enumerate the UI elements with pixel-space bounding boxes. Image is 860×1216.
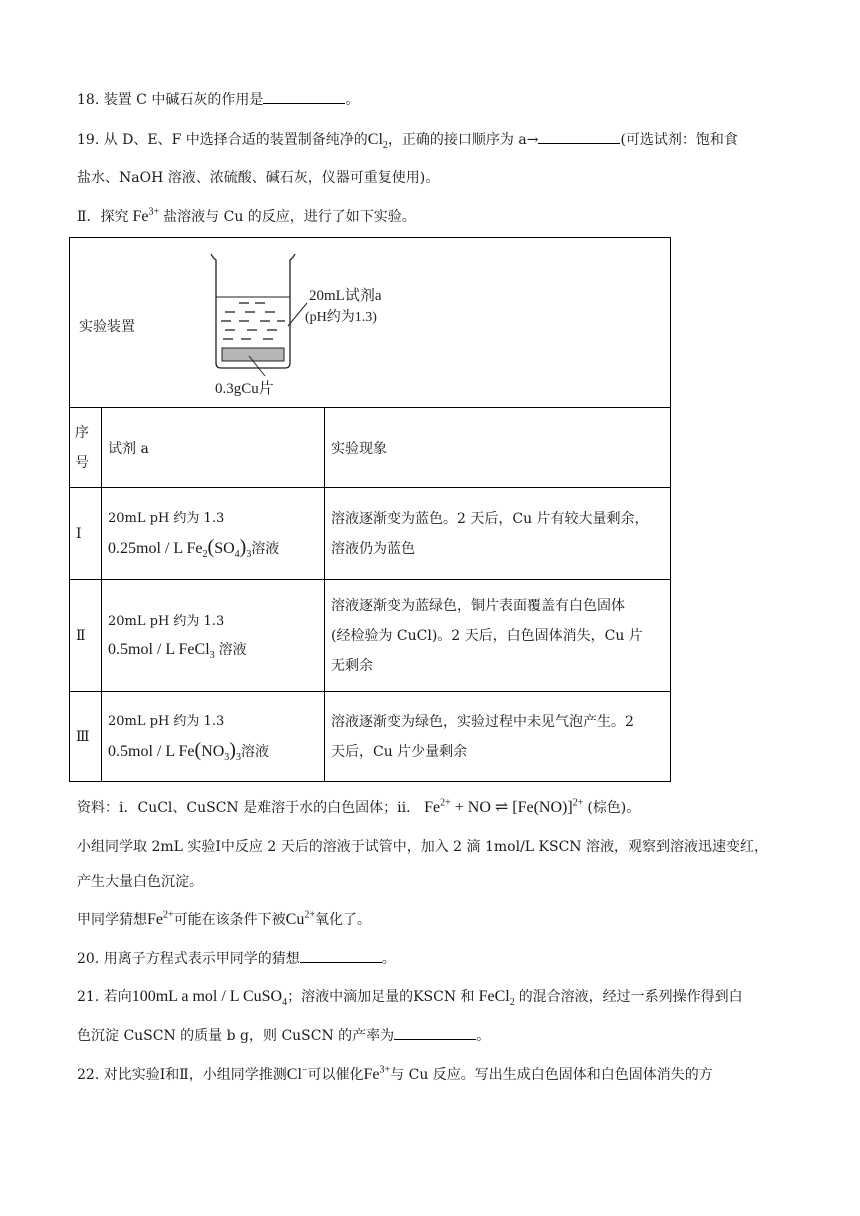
- q21-line2: 色沉淀 CuSCN 的质量 b g，则 CuSCN 的产率为 。: [77, 1028, 491, 1044]
- q18: 18. 装置 C 中碱石灰的作用是 。: [77, 92, 360, 108]
- row-id: Ⅰ: [70, 488, 102, 580]
- group-line1: 小组同学取 2mL 实验Ⅰ中反应 2 天后的溶液于试管中，加入 2 滴 1mol/L KSCN 溶液，观察到溶液迅速变红，: [77, 839, 768, 855]
- table-row: [70, 580, 671, 692]
- q21-line1: 21. 若向100mL a mol / L CuSO$_4$；溶液中滴加足量的KSCN 和 FeCl$_2$ 的混合溶液，经过一系列操作得到白: [77, 988, 743, 1009]
- ph-label: (pH约为1.3): [305, 310, 377, 325]
- phenomenon-cell: 溶液逐渐变为绿色，实验过程中未见气泡产生。2 天后，Cu 片少量剩余: [325, 692, 671, 782]
- table-row: [70, 488, 671, 580]
- liquid-dashes: [221, 303, 285, 339]
- answer-blank[interactable]: [538, 130, 620, 144]
- answer-blank[interactable]: [263, 90, 345, 104]
- cl2-formula: $Cl_2$: [367, 131, 388, 152]
- copper-plate: [222, 348, 284, 361]
- guess-line: 甲同学猜想$Fe^{2+}$可能在该条件下被$Cu^{2+}$氧化了。: [77, 909, 371, 928]
- reagent-cell: 20mL pH 约为 1.3 0.5mol / L $Fe(NO_3)_3$溶液: [102, 692, 325, 782]
- row-id: Ⅲ: [70, 692, 102, 782]
- reagent-cell: 20mL pH 约为 1.3 0.25mol / L $Fe_2(SO_4)_3$溶液: [102, 488, 325, 580]
- fe3-formula: $Fe^{3+}$: [128, 206, 160, 225]
- q19-line1: 19. 从 D、E、F 中选择合适的装置制备纯净的$Cl_2$，正确的接口顺序为 a→ (可选试剂：饱和食: [77, 131, 738, 152]
- q22: 22. 对比实验Ⅰ和Ⅱ，小组同学推测Cl−可以催化$Fe^{3+}$与 Cu 反应。写出生成白色固体和白色固体消失的方: [77, 1064, 713, 1083]
- answer-blank[interactable]: [300, 949, 382, 963]
- answer-blank[interactable]: [394, 1026, 476, 1040]
- header-phenomenon: 实验现象: [325, 408, 671, 488]
- q20: 20. 用离子方程式表示甲同学的猜想 。: [77, 951, 396, 967]
- group-line2: 产生大量白色沉淀。: [77, 874, 203, 890]
- row-id: Ⅱ: [70, 580, 102, 692]
- reagent-label: 20mL试剂a: [309, 288, 382, 304]
- table-row: [70, 692, 671, 782]
- beaker-diagram: [205, 246, 435, 396]
- apparatus-cell: [70, 238, 671, 408]
- header-seq: 序 号: [70, 408, 102, 488]
- equilibrium-equation: $Fe^{2+}$ + NO ⇌ $[Fe(NO)]^{2+}$: [420, 797, 584, 816]
- phenomenon-cell: 溶液逐渐变为蓝绿色，铜片表面覆盖有白色固体 (经检验为 CuCl)。2 天后，白色固体消失，Cu 片 无剩余: [325, 580, 671, 692]
- experiment-table: [69, 237, 671, 782]
- q19-line2: 盐水、NaOH 溶液、浓硫酸、碱石灰，仪器可重复使用)。: [77, 170, 440, 186]
- phenomenon-cell: 溶液逐渐变为蓝色。2 天后，Cu 片有较大量剩余， 溶液仍为蓝色: [325, 488, 671, 580]
- cu-label: 0.3gCu片: [215, 381, 274, 396]
- reagent-cell: 20mL pH 约为 1.3 0.5mol / L FeCl$_3$ 溶液: [102, 580, 325, 692]
- apparatus-label: 实验装置: [79, 319, 135, 335]
- info-line: 资料：i．CuCl、CuSCN 是难溶于水的白色固体；ii． $Fe^{2+}$ + NO ⇌ $[Fe(NO)]^{2+}$ (棕色)。: [77, 797, 641, 816]
- part2-intro: Ⅱ．探究 $Fe^{3+}$ 盐溶液与 Cu 的反应，进行了如下实验。: [77, 206, 416, 225]
- header-row: [70, 408, 671, 488]
- apparatus-row: [70, 238, 671, 408]
- header-reagent: 试剂 a: [102, 408, 325, 488]
